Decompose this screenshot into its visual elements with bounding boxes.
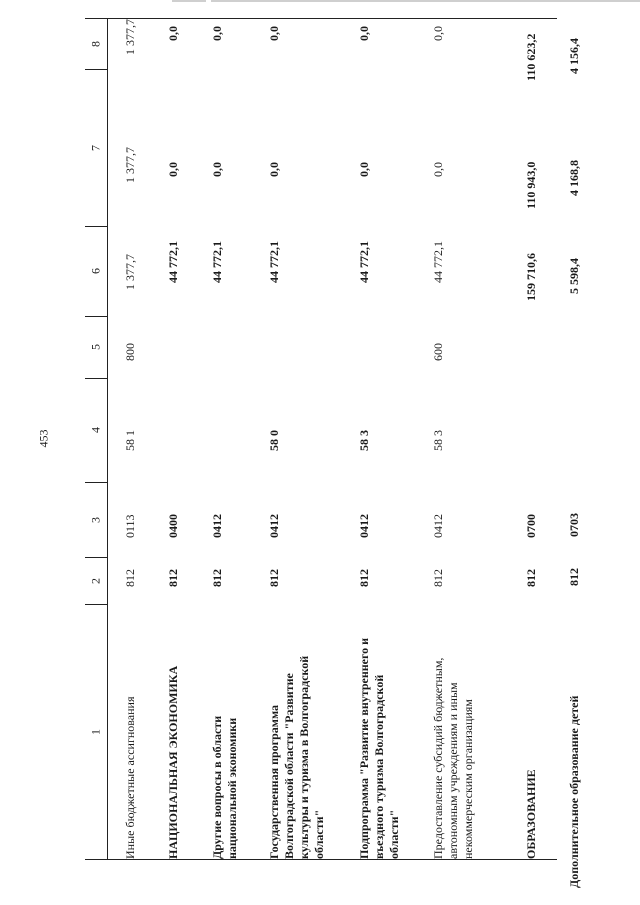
- value-col7: 0,0: [357, 162, 371, 177]
- header-cell: [85, 226, 107, 317]
- value-col3: 0412: [357, 514, 371, 538]
- value-col8: 0,0: [210, 26, 224, 41]
- value-col6: 44 772,1: [357, 241, 371, 283]
- value-col8: 1 377,7: [123, 19, 137, 55]
- header-cell: [85, 316, 107, 379]
- table-row: [357, 19, 412, 859]
- column-number-label: 7: [88, 144, 103, 151]
- value-col3: 0113: [123, 514, 137, 538]
- header-cell: [85, 69, 107, 227]
- row-name: Подпрограмма "Развитие внутреннего и въездного туризма Волгоградской области": [357, 637, 401, 859]
- header-cell: [85, 604, 107, 859]
- row-name: Другие вопросы в области национальной экономики: [210, 715, 239, 859]
- row-name: НАЦИОНАЛЬНАЯ ЭКОНОМИКА: [166, 665, 180, 859]
- column-number-label: 3: [88, 516, 103, 523]
- value-col8: 4 156,4: [567, 38, 581, 74]
- value-col7: 0,0: [431, 162, 445, 177]
- table-row: [567, 18, 607, 888]
- scan-edge-mark: [211, 0, 640, 2]
- value-col7: 0,0: [166, 162, 180, 177]
- value-col6: 1 377,7: [123, 254, 137, 290]
- value-col4: 58 3: [357, 430, 371, 451]
- value-col8: 110 623,2: [524, 33, 538, 81]
- value-col3: 0412: [267, 514, 281, 538]
- value-col5: 800: [123, 343, 137, 361]
- value-col4: 58 3: [431, 430, 445, 451]
- table-row: [267, 19, 337, 859]
- value-col3: 0400: [166, 514, 180, 538]
- value-col2: 812: [567, 568, 581, 586]
- value-col2: 812: [431, 569, 445, 587]
- table-row: [431, 19, 501, 859]
- value-col6: 44 772,1: [166, 241, 180, 283]
- row-name: ОБРАЗОВАНИЕ: [524, 769, 538, 859]
- value-col6: 44 772,1: [431, 241, 445, 283]
- value-col2: 812: [210, 569, 224, 587]
- value-col2: 812: [524, 569, 538, 587]
- value-col3: 0700: [524, 514, 538, 538]
- value-col8: 0,0: [357, 26, 371, 41]
- column-number-label: 6: [88, 268, 103, 274]
- table-row: [123, 19, 163, 859]
- value-col7: 0,0: [267, 162, 281, 177]
- header-cell: [85, 482, 107, 558]
- value-col6: 5 598,4: [567, 258, 581, 294]
- table-row: [210, 19, 260, 859]
- value-col7: 1 377,7: [123, 147, 137, 183]
- value-col5: 600: [431, 343, 445, 361]
- page-number: 453: [36, 429, 51, 448]
- row-name: Иные бюджетные ассигнования: [123, 696, 137, 859]
- value-col2: 812: [123, 569, 137, 587]
- value-col3: 0703: [567, 513, 581, 537]
- column-number-label: 1: [88, 728, 103, 735]
- budget-table: [85, 18, 557, 860]
- row-name: Предоставление субсидий бюджетным, автономным учреждениям и иным некоммерческим организациям: [431, 657, 475, 859]
- value-col8: 0,0: [431, 26, 445, 41]
- value-col6: 44 772,1: [210, 241, 224, 283]
- header-cell: [85, 19, 107, 70]
- value-col4: 58 1: [123, 430, 137, 451]
- column-number-label: 4: [88, 427, 103, 433]
- value-col4: 58 0: [267, 430, 281, 451]
- column-number-label: 2: [88, 577, 103, 584]
- row-name: Государственная программа Волгоградской области "Развитие культуры и туризма в Волгоградской области": [267, 655, 326, 859]
- header-cell: [85, 378, 107, 483]
- row-name: Дополнительное образование детей: [567, 695, 581, 888]
- column-number-label: 5: [88, 344, 103, 350]
- value-col6: 44 772,1: [267, 241, 281, 283]
- scan-edge-mark: [172, 0, 206, 2]
- header-cell: [85, 557, 107, 605]
- value-col2: 812: [166, 569, 180, 587]
- value-col7: 4 168,8: [567, 160, 581, 196]
- value-col2: 812: [267, 569, 281, 587]
- value-col3: 0412: [210, 514, 224, 538]
- table-row: [166, 19, 206, 859]
- table-header-row: [85, 19, 108, 859]
- value-col2: 812: [357, 569, 371, 587]
- value-col3: 0412: [431, 514, 445, 538]
- value-col8: 0,0: [267, 26, 281, 41]
- table-row: [524, 19, 554, 859]
- value-col6: 159 710,6: [524, 253, 538, 301]
- value-col7: 110 943,0: [524, 161, 538, 209]
- column-number-label: 8: [88, 41, 103, 47]
- value-col7: 0,0: [210, 162, 224, 177]
- value-col8: 0,0: [166, 26, 180, 41]
